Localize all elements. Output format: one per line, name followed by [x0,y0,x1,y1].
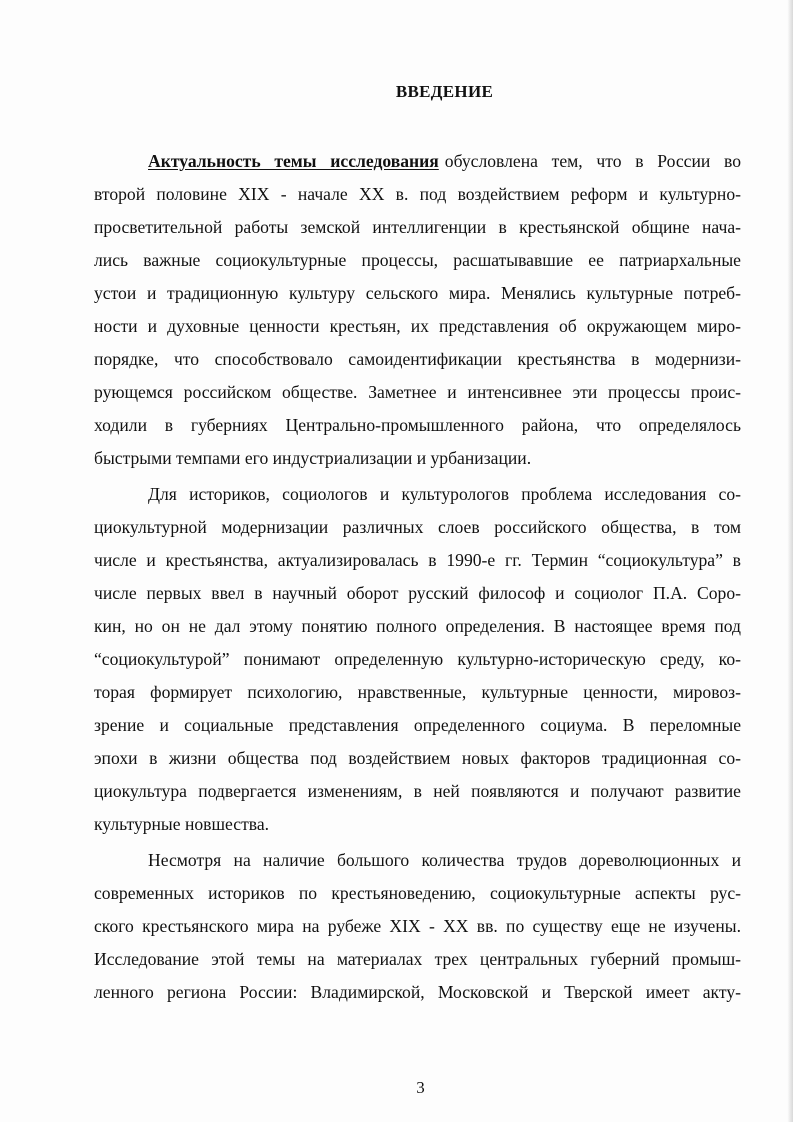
paragraph-line: устои и традиционную культуру сельского мира. Менялись культурные потреб- [94,283,741,303]
paragraph-line: ского крестьянского мира на рубеже XIX - XX вв. по существу еще не изучены. [94,916,741,936]
page-title: ВВЕДЕНИЕ [395,82,494,101]
paragraph-line: Исследование этой темы на материалах трех центральных губерний промыш- [94,949,741,969]
paragraph-line: порядке, что способствовало самоидентификации крестьянства в модернизи- [94,349,741,369]
paragraph-line: просветительной работы земской интеллигенции в крестьянской общине нача- [94,217,741,237]
paragraph-line: ленного региона России: Владимирской, Московской и Тверской имеет акту- [94,982,741,1002]
paragraph-line: быстрыми темпами его индустриализации и урбанизации. [94,448,532,468]
scan-edge-shadow [787,0,793,1122]
paragraph-line: лись важные социокультурные процессы, расшатывавшие ее патриархальные [94,250,741,270]
paragraph-line [148,150,741,172]
paragraph-line: Для историков, социологов и культурологов проблема исследования со- [148,484,741,504]
paragraph-line: зрение и социальные представления определенного социума. В переломные [94,715,741,735]
page-number: 3 [416,1078,425,1097]
paragraph-line: рующемся российском обществе. Заметнее и интенсивнее эти процессы проис- [94,382,741,402]
paragraph-line: кин, но он не дал этому понятию полного определения. В настоящее время под [94,616,741,636]
paragraph-line: второй половине XIX - начале XX в. под воздействием реформ и культурно- [94,184,741,204]
paragraph-line: торая формирует психологию, нравственные, культурные ценности, мировоз- [94,682,741,702]
paragraph-line: современных историков по крестьяноведению, социокультурные аспекты рус- [94,883,741,903]
paragraph-line: эпохи в жизни общества под воздействием новых факторов традиционная со- [94,748,741,768]
paragraph-line: Несмотря на наличие большого количества трудов дореволюционных и [148,850,741,870]
paragraph-line: циокультурной модернизации различных слоев российского общества, в том [94,517,741,537]
paragraph-line: ности и духовные ценности крестьян, их представления об окружающем миро- [94,316,741,336]
paragraph-line: числе и крестьянства, актуализировалась в 1990-е гг. Термин “социокультура” в [94,550,741,570]
paragraph-line: культурные новшества. [94,814,270,834]
topic-lead: Актуальность темы исследования [148,151,439,171]
paragraph-line: ходили в губерниях Центрально-промышленного района, что определялось [94,415,741,435]
paragraph-line: циокультура подвергается изменениям, в ней появляются и получают развитие [94,781,741,801]
paragraph-text: обусловлена тем, что в России во [444,151,741,171]
paragraph-line: “социокультурой” понимают определенную культурно-историческую среду, ко- [94,649,741,669]
paragraph-line: числе первых ввел в научный оборот русский философ и социолог П.А. Соро- [94,583,741,603]
